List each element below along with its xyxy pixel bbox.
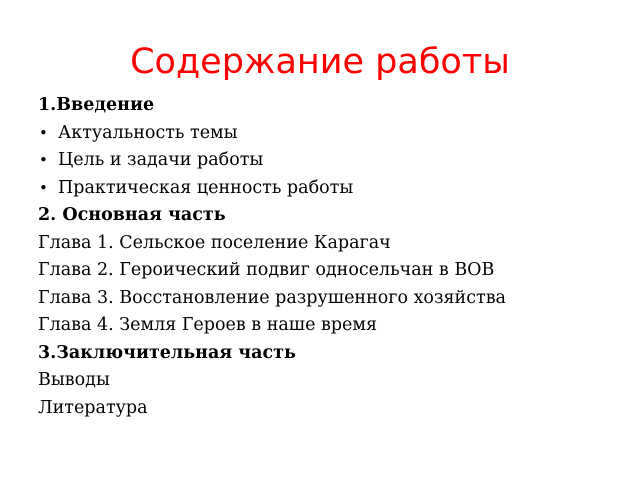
chapter-line: Глава 1. Сельское поселение Карагач [38,232,391,253]
references-line: Литература [38,397,148,418]
table-of-contents [38,92,628,422]
list-item [38,147,628,175]
list-item [38,120,628,148]
list-item [38,175,628,203]
chapter-line: Глава 3. Восстановление разрушенного хозяйства [38,287,506,308]
section-heading-main-part: 2. Основная часть [38,205,226,225]
section-heading-conclusion: 3.Заключительная часть [38,342,296,363]
conclusions-line: Выводы [38,370,110,390]
section-heading-introduction: 1.Введение [38,95,155,115]
bullet-icon: • [39,151,48,169]
list-item-label: Цель и задачи работы [58,150,264,170]
chapter-line: Глава 4. Земля Героев в наше время [38,315,378,335]
bullet-icon: • [39,178,48,197]
chapter-line: Глава 2. Героический подвиг односельчан в ВОВ [38,260,495,280]
list-item-label: Актуальность темы [58,122,238,143]
bullet-icon: • [39,123,48,142]
list-item-label: Практическая ценность работы [58,177,354,198]
slide-title: Содержание работы [130,42,510,82]
